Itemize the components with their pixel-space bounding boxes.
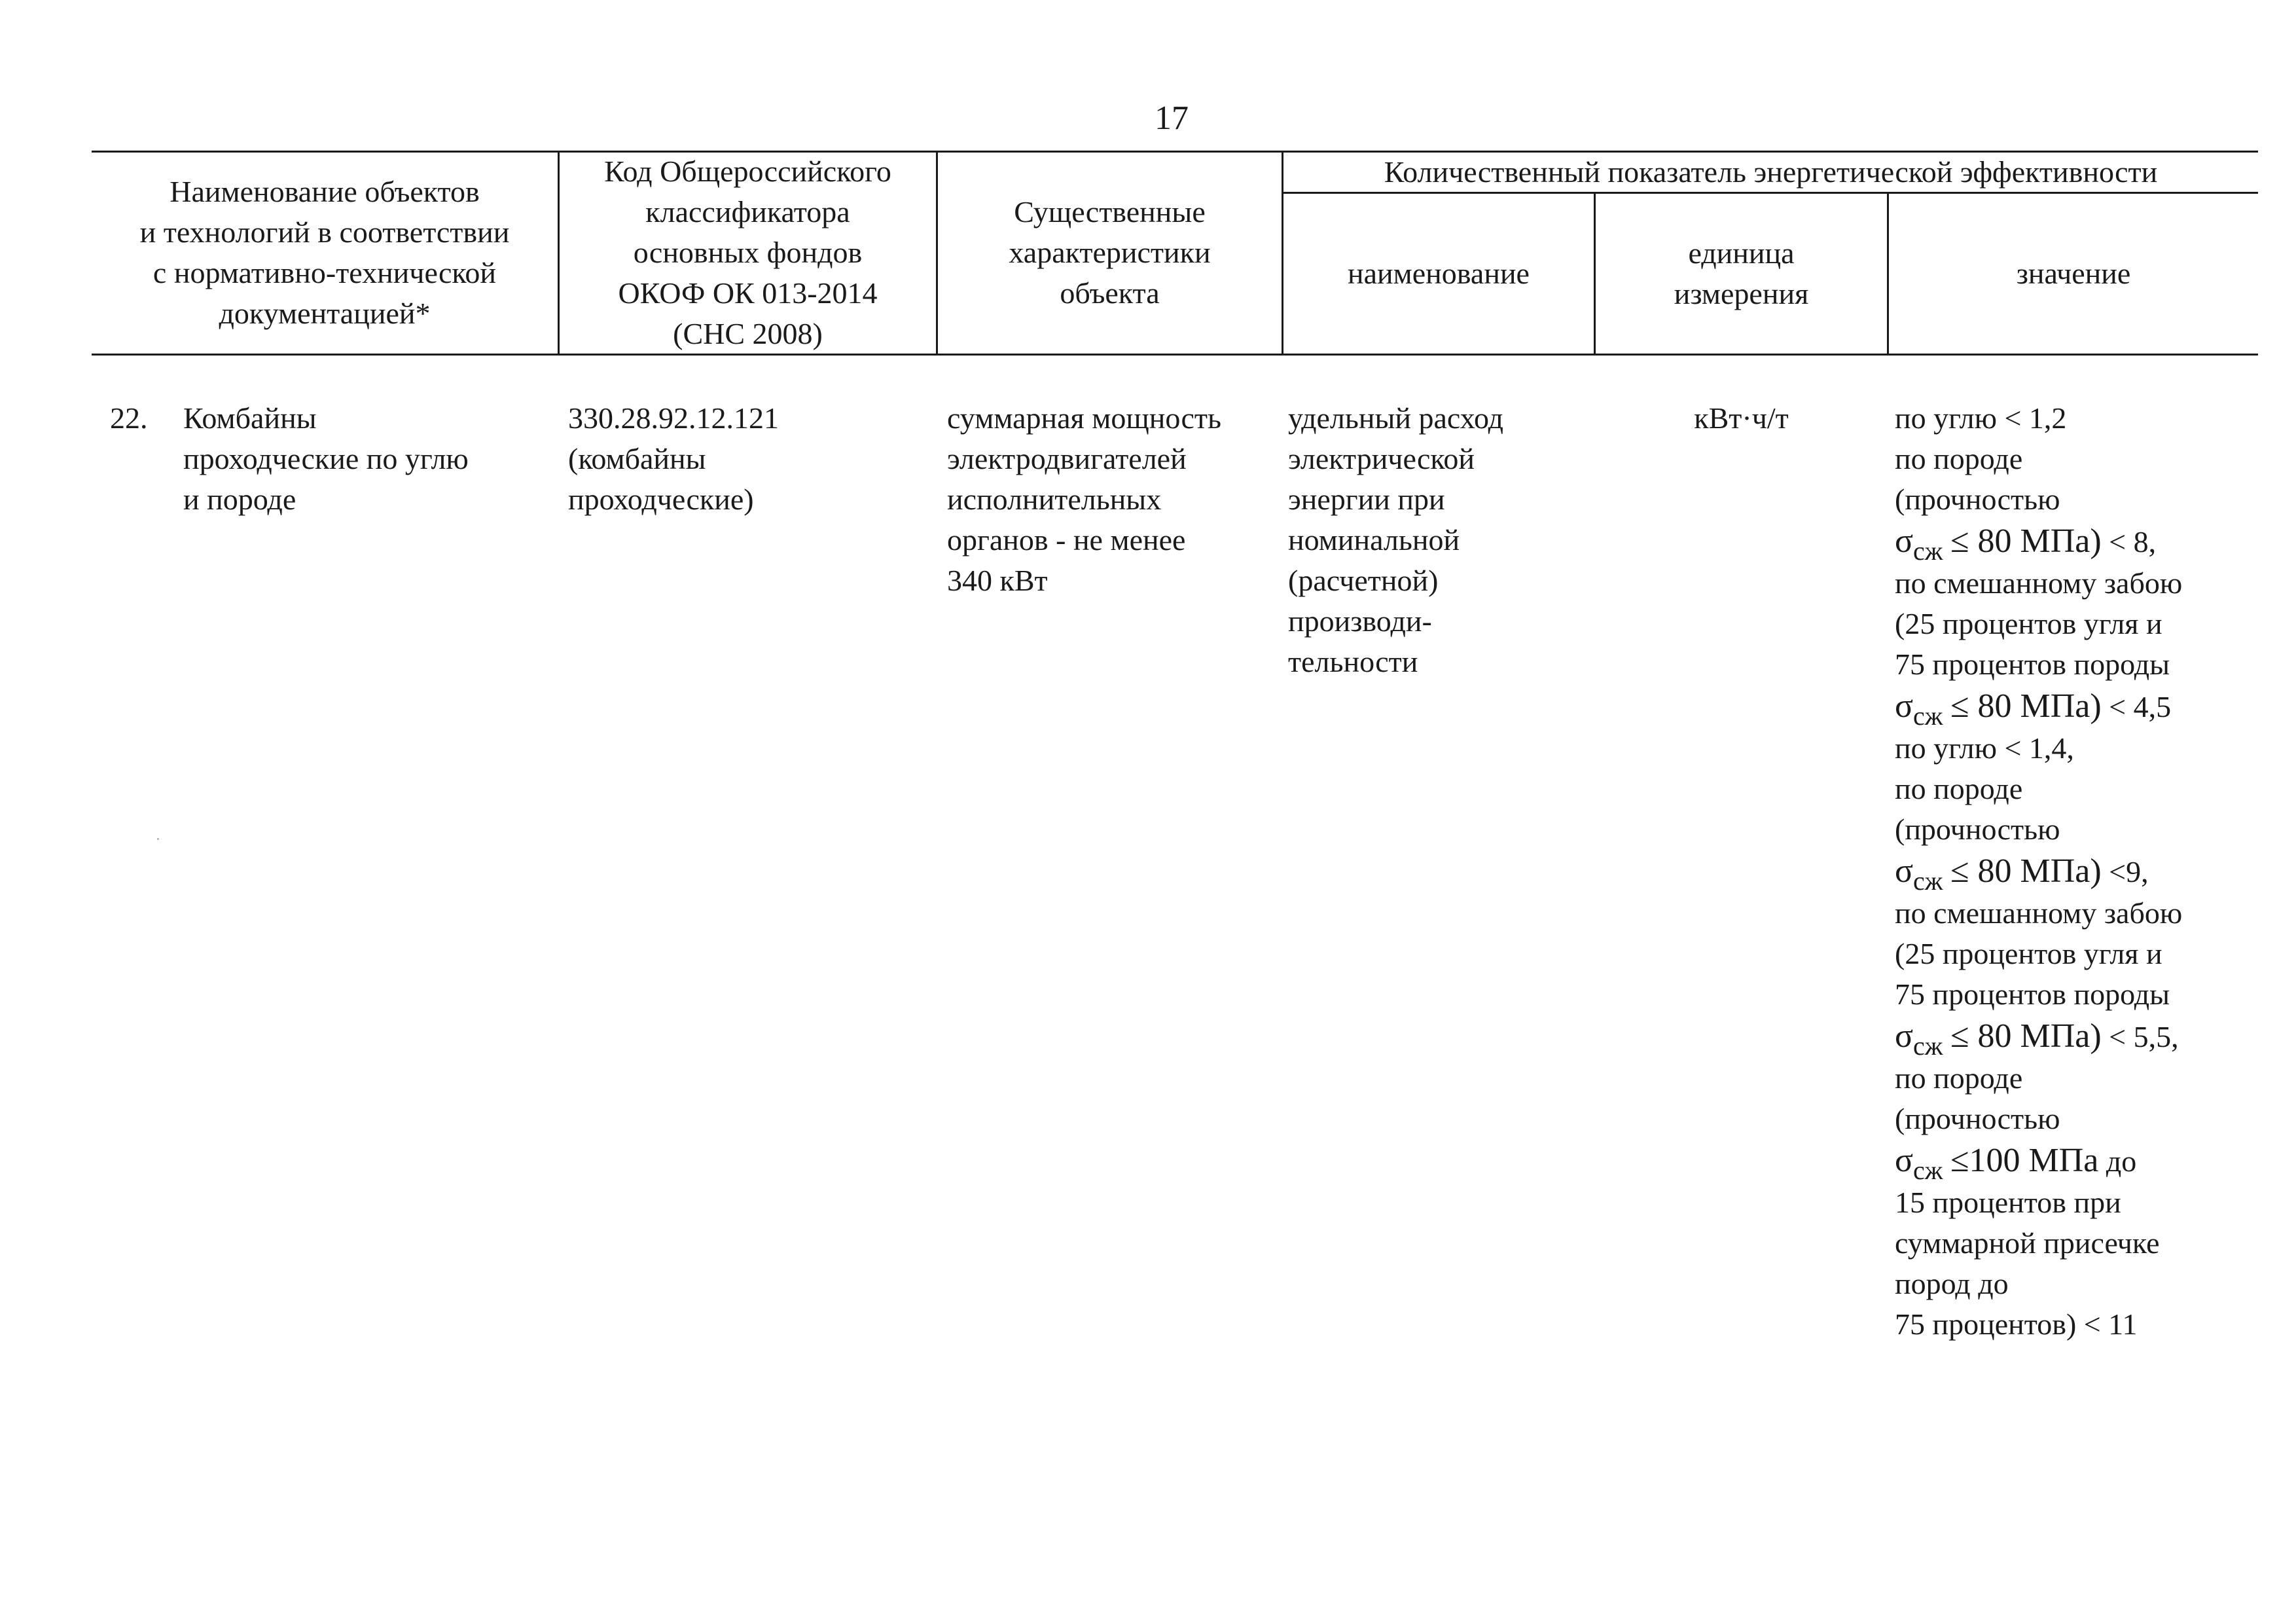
value-line: суммарной присечке <box>1895 1226 2160 1260</box>
row-number: 22. <box>110 401 148 435</box>
value-line: по породе <box>1895 442 2023 475</box>
row-unit: кВт·ч/т <box>1694 401 1789 435</box>
value-line: по смешанному забою <box>1895 566 2183 600</box>
row-indicator-name: удельный расход электрической энергии при номинальной (расчетной) производи- тельности <box>1288 401 1504 678</box>
sigma-subscript: сж <box>1913 1031 1943 1061</box>
sigma-subscript: сж <box>1913 536 1943 566</box>
header-code: Код Общероссийского классификатора основных фондов ОКОФ ОК 013-2014 (СНС 2008) <box>604 155 891 350</box>
header-value: значение <box>2016 257 2131 290</box>
row-value <box>1895 398 2261 1345</box>
value-line: по смешанному забою <box>1895 896 2183 930</box>
header-characteristics-cell <box>938 152 1282 354</box>
sigma-subscript: сж <box>1913 701 1943 731</box>
threshold-value: до <box>2098 1144 2137 1178</box>
value-line: 75 процентов породы <box>1895 647 2170 681</box>
value-line: 15 процентов при <box>1895 1186 2121 1219</box>
value-formula-line <box>1895 1015 2261 1061</box>
value-line: по углю < 1,2 <box>1895 401 2067 435</box>
strength-condition: ≤ 80 МПа) <box>1950 522 2102 560</box>
header-name: Наименование объектов и технологий в соответствии с нормативно-технической документацией* <box>139 175 510 330</box>
value-line: по углю < 1,4, <box>1895 731 2074 765</box>
header-indicator-name: наименование <box>1348 257 1530 290</box>
header-value-cell <box>1889 194 2258 354</box>
sigma-symbol: σ <box>1895 522 1914 560</box>
sigma-symbol: σ <box>1895 687 1914 725</box>
strength-condition: ≤ 80 МПа) <box>1950 1017 2102 1055</box>
header-bottom-rule <box>92 354 2258 356</box>
value-line: по породе <box>1895 1061 2023 1095</box>
header-unit: единица измерения <box>1674 236 1809 310</box>
threshold-value: < 8, <box>2101 525 2157 558</box>
sigma-subscript: сж <box>1913 1156 1943 1185</box>
scan-speck <box>157 838 159 840</box>
value-line: (25 процентов угля и <box>1895 937 2162 970</box>
row-characteristics: суммарная мощность электродвигателей исполнительных органов - не менее 340 кВт <box>947 401 1222 597</box>
sigma-symbol: σ <box>1895 1142 1914 1179</box>
threshold-value: <9, <box>2101 855 2149 888</box>
header-code-cell <box>560 152 936 354</box>
page-number: 17 <box>1155 100 1189 137</box>
value-line: пород до <box>1895 1267 2009 1300</box>
value-formula-line <box>1895 850 2261 896</box>
strength-condition: ≤ 80 МПа) <box>1950 852 2102 890</box>
sigma-subscript: сж <box>1913 866 1943 896</box>
value-line: (прочностью <box>1895 1102 2060 1135</box>
sigma-symbol: σ <box>1895 852 1914 890</box>
header-name-cell <box>92 152 558 354</box>
threshold-value: < 5,5, <box>2101 1020 2179 1053</box>
header-indicator-name-cell <box>1283 194 1594 354</box>
value-line: (25 процентов угля и <box>1895 607 2162 640</box>
value-line: (прочностью <box>1895 812 2060 846</box>
value-formula-line <box>1895 685 2261 731</box>
threshold-value: < 4,5 <box>2101 690 2172 723</box>
header-indicator-group-cell <box>1283 152 2258 192</box>
value-formula-line <box>1895 1139 2261 1185</box>
value-line: по породе <box>1895 772 2023 805</box>
header-unit-cell <box>1596 194 1887 354</box>
header-characteristics: Существенные характеристики объекта <box>1009 195 1211 310</box>
row-name: Комбайны проходческие по углю и породе <box>183 401 469 516</box>
value-formula-line <box>1895 520 2261 566</box>
strength-condition: ≤100 МПа <box>1950 1142 2099 1179</box>
sigma-symbol: σ <box>1895 1017 1914 1055</box>
header-indicator-group: Количественный показатель энергетической эффективности <box>1384 155 2158 189</box>
value-line: 75 процентов) < 11 <box>1895 1307 2138 1341</box>
row-code: 330.28.92.12.121 (комбайны проходческие) <box>568 401 779 516</box>
value-line: 75 процентов породы <box>1895 977 2170 1011</box>
value-line: (прочностью <box>1895 483 2060 516</box>
strength-condition: ≤ 80 МПа) <box>1950 687 2102 725</box>
